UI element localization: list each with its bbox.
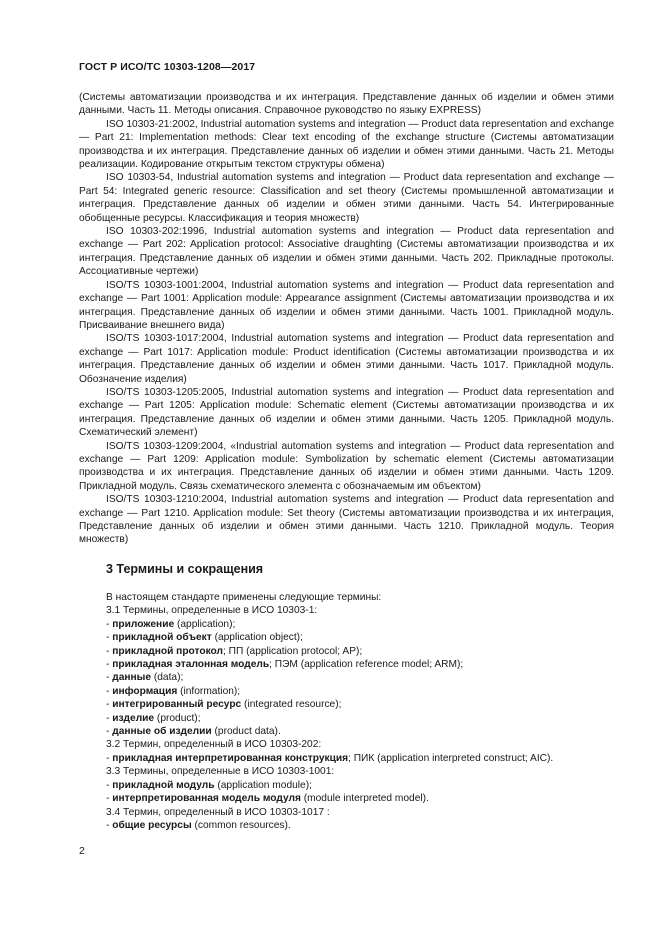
- term-item: [106, 671, 614, 684]
- term-prefix: -: [106, 779, 113, 791]
- reference-paragraph: ISO/TS 10303-1205:2005, Industrial automation systems and integration — Product data representation and exchange — Part 1205: Application module: Schematic element (Системы автоматизации производства и их интеграция. Представление данных об изделии и обмен этими данными. Часть 1205. Прикладной модуль. Схематический элемент): [79, 386, 614, 439]
- reference-paragraph: ISO 10303-21:2002, Industrial automation systems and integration — Product data representation and exchange — Part 21: Implementation methods: Clear text encoding of the exchange structure (Системы автоматизации производства и их интеграция. Представление данных об изделии и обмен этими данными. Часть 21. Методы реализации. Кодирование открытым текстом структуры обмена): [79, 118, 614, 171]
- terms-text-line: [106, 738, 614, 751]
- term-prefix: -: [106, 712, 113, 724]
- term-prefix: -: [106, 752, 113, 764]
- term-prefix: -: [106, 685, 113, 697]
- document-header: ГОСТ Р ИСО/ТС 10303-1208—2017: [79, 61, 256, 73]
- term-prefix: -: [106, 632, 113, 644]
- term-name: интегрированный ресурс: [112, 699, 242, 711]
- term-definition: (product);: [154, 712, 201, 724]
- term-prefix: В настоящем стандарте применены следующие термины:: [106, 592, 382, 603]
- term-definition: (integrated resource);: [241, 699, 342, 711]
- term-definition: (application object);: [211, 632, 303, 644]
- term-prefix: 3.1 Термины, определенные в ИСО 10303-1:: [106, 605, 318, 617]
- term-item: [106, 618, 614, 631]
- term-name: информация: [112, 685, 178, 697]
- term-prefix: -: [106, 699, 113, 711]
- term-name: прикладной модуль: [112, 779, 215, 791]
- normative-references: [79, 91, 614, 547]
- reference-paragraph: (Системы автоматизации производства и их интеграция. Представление данных об изделии и обмен этими данными. Часть 11. Методы описания. Справочное руководство по языку EXPRESS): [79, 92, 614, 117]
- term-prefix: 3.4 Термин, определенный в ИСО 10303-1017 :: [106, 806, 330, 818]
- term-definition: (common resources).: [191, 819, 291, 831]
- term-name: общие ресурсы: [112, 819, 192, 831]
- reference-paragraph: ISO 10303-54, Industrial automation systems and integration — Product data representation and exchange — Part 54: Integrated generic resource: Classification and set theory (Системы промышленной автоматизации и интеграция. Представление данных об изделии и обмен этими данными. Часть 54. Интегрированные обобщенные ресурсы. Классификация и теория множеств): [79, 172, 614, 224]
- term-definition: (application);: [174, 618, 236, 630]
- term-item: [106, 779, 614, 792]
- term-item: [106, 658, 614, 671]
- page-number: 2: [79, 845, 85, 857]
- reference-paragraph: ISO/TS 10303-1001:2004, Industrial automation systems and integration — Product data representation and exchange — Part 1001: Application module: Appearance assignment (Системы автоматизации производства и их интеграция. Представление данных об изделии и обмен этими данными. Часть 1001. Прикладной модуль. Присваивание внешнего вида): [79, 279, 614, 331]
- term-prefix: 3.3 Термины, определенные в ИСО 10303-1001:: [106, 766, 335, 778]
- term-definition: ; ПЭМ (application reference model; ARM);: [269, 659, 464, 671]
- term-prefix: -: [106, 793, 113, 805]
- term-definition: (application module);: [214, 779, 312, 791]
- term-prefix: -: [106, 672, 113, 684]
- term-prefix: -: [106, 618, 113, 630]
- term-prefix: -: [106, 819, 113, 831]
- term-name: прикладная эталонная модель: [112, 659, 270, 671]
- term-definition: (data);: [151, 672, 184, 684]
- term-item: [106, 698, 614, 711]
- terms-text-line: [106, 604, 614, 617]
- term-definition: ; ПИК (application interpreted construct; AIC).: [348, 752, 554, 764]
- term-definition: (module interpreted model).: [300, 793, 429, 805]
- term-prefix: -: [106, 645, 113, 657]
- term-item: [106, 631, 614, 644]
- section-title: 3 Термины и сокращения: [106, 562, 264, 576]
- term-name: прикладной объект: [112, 632, 212, 644]
- terms-text-line: [106, 806, 614, 819]
- reference-paragraph: ISO 10303-202:1996, Industrial automation systems and integration — Product data representation and exchange — Part 202: Application protocol: Associative draughting (Системы автоматизации производства и их интеграция. Представление данных об изделии и обмен этими данными. Часть 202. Прикладные протоколы. Ассоциативные чертежи): [79, 226, 614, 278]
- term-item: [106, 685, 614, 698]
- reference-paragraph: ISO/TS 10303-1017:2004, Industrial automation systems and integration — Product data representation and exchange — Part 1017: Application module: Product identification (Системы автоматизации производства и их интеграция. Представление данных об изделии и обмен этими данными. Часть 1017. Прикладной модуль. Обозначение изделия): [79, 333, 614, 385]
- term-name: интерпретированная модель модуля: [112, 793, 301, 805]
- term-prefix: -: [106, 659, 113, 671]
- term-prefix: 3.2 Термин, определенный в ИСО 10303-202:: [106, 739, 322, 751]
- terms-text-line: [106, 591, 614, 604]
- reference-paragraph: ISO/TS 10303-1209:2004, «Industrial automation systems and integration — Product data representation and exchange — Part 1209: Application module: Symbolization by schematic element (Системы автоматизации производства и их интеграция. Представление данных об изделии и обмен этими данными. Часть 1209. Прикладной модуль. Связь схематического элемента с обозначаемым им объектом): [79, 440, 614, 492]
- term-item: [106, 645, 614, 658]
- reference-paragraph: ISO/TS 10303-1210:2004, Industrial automation systems and integration — Product data representation and exchange — Part 1210. Application module: Set theory (Системы автоматизации производства и их интеграция, Представление данных об изделии и обмен этими данными. Часть 1210. Прикладной модуль. Теория множеств): [79, 494, 614, 546]
- term-definition: ; ПП (application protocol; AP);: [223, 645, 363, 657]
- term-item: [106, 792, 614, 805]
- term-name: прикладной протокол: [112, 645, 223, 657]
- term-item: [106, 712, 614, 725]
- terms-text-line: [106, 765, 614, 778]
- term-name: данные об изделии: [112, 726, 212, 738]
- term-definition: (information);: [177, 685, 241, 697]
- term-name: данные: [112, 672, 152, 684]
- term-name: приложение: [112, 618, 175, 630]
- term-prefix: -: [106, 726, 113, 738]
- term-name: изделие: [112, 712, 155, 724]
- term-item: [106, 725, 614, 738]
- term-definition: (product data).: [211, 726, 281, 738]
- term-item: [106, 819, 614, 832]
- term-name: прикладная интерпретированная конструкция: [112, 752, 349, 764]
- terms-list: [106, 591, 614, 832]
- term-item: [106, 752, 614, 765]
